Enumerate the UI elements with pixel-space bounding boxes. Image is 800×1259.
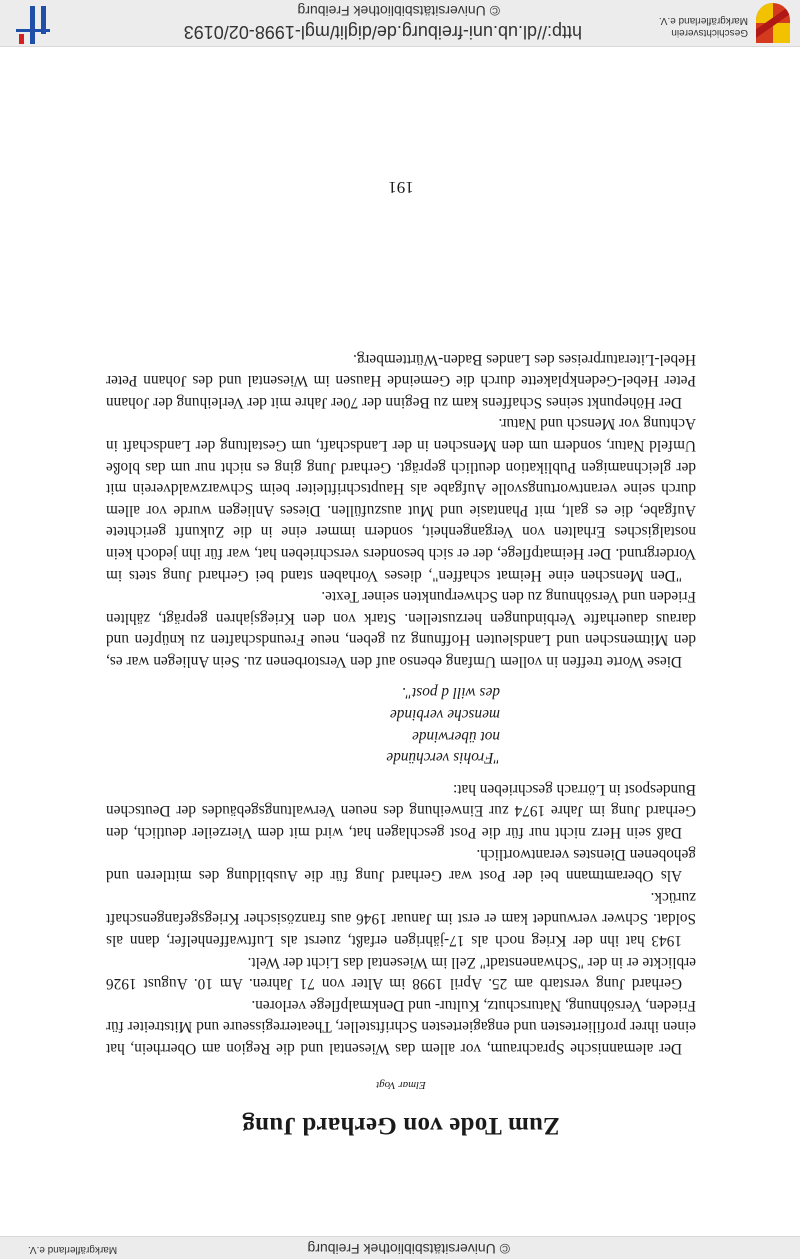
paragraph: "Den Menschen eine Heimat schaffen", dieses Vorhaben stand bei Gerhard Jung stets im Vordergrund. Der Heimatpflege, der er sich besonders verschrieben hat, war für ihn jedoch kein nostalgisches Erhalten von Vergangenheit, sondern immer eine in die Zukunft gerichtete Aufgabe, die es galt, mit Phantasie und Mut auszufüllen. Dieses Anliegen wurde vor allem durch seine verantwortungsvolle Aufgabe als Hauptschriftleiter beim Schwarzwaldverein mit der gleichnamigen Publikation deutlich geprägt. Gerhard Jung ging es nicht nur um das bloße Umfeld Natur, sondern um den Menschen in der Landschaft, um Gestaltung der Landschaft in Achtung vor Mensch und Natur. — [106, 415, 696, 584]
article-title: Zum Tode von Gerhard Jung — [242, 1112, 560, 1139]
society-line-2: Markgräflerland e.V. — [658, 15, 748, 26]
paragraph: Als Oberamtmann bei der Post war Gerhard Jung für die Ausbildung des mittleren und gehobenen Dienstes verantwortlich. — [106, 845, 696, 885]
library-logo-icon — [12, 0, 52, 46]
paragraph: 1943 hat ihn der Krieg noch als 17-jährigen erfaßt, zuerst als Luftwaffenhelfer, dann als Soldat. Schwer verwundet kam er erst im Januar 1946 aus französischer Kriegsgefangenschaft zurück. — [106, 888, 696, 950]
paragraph: Gerhard Jung verstarb am 25. April 1998 im Alter von 71 Jahren. Am 10. August 1926 erblickte er in der "Schwanenstadt" Zell im Wiesental das Licht der Welt. — [106, 953, 696, 993]
paragraph: Daß sein Herz nicht nur für die Post geschlagen hat, wird mit dem Vierzeiler deutlich, den Gerhard Jung im Jahre 1974 zur Einweihung des neuen Verwaltungsgebäudes der Deutschen Bundespost in Lörrach geschrieben hat: — [106, 780, 696, 842]
source-url[interactable]: http://dl.ub.uni-freiburg.de/diglit/mgl-1998-02/0193 — [183, 22, 582, 42]
paragraph: Diese Worte treffen in vollem Umfang ebenso auf den Verstorbenen zu. Sein Anliegen war es, den Mitmenschen und Landsleuten Hoffnung zu geben, neue Freundschaften zu knüpfen und daraus dauerhafte Verbindungen herzustellen. Stark von den Kriegsjahren geprägt, zählten Frieden und Versöhnung zu den Schwerpunkten seiner Texte. — [106, 588, 696, 670]
coat-of-arms-icon — [756, 3, 790, 43]
paragraph: Der Höhepunkt seines Schaffens kam zu Beginn der 70er Jahre mit der Verleihung der Johann Peter Hebel-Gedenkplakette durch die Gemeinde Hausen im Wiesental und des Johann Peter Hebel-Literaturpreises des Landes Baden-Württemberg. — [106, 350, 696, 411]
poem-line: not überwinde — [412, 727, 500, 745]
poem-line: des will d post". — [401, 684, 500, 702]
poem-line: mensche verbinde — [389, 706, 500, 724]
footer-copyright: © Universitätsbibliothek Freiburg — [307, 1241, 510, 1257]
footer-bar — [0, 1236, 800, 1259]
poem — [106, 682, 500, 768]
footer-society: Markgräflerland e.V. — [28, 1244, 118, 1255]
page-number: 191 — [388, 178, 414, 197]
paragraph: Der alemannische Sprachraum, vor allem das Wiesental und die Region am Oberrhein, hat einen ihrer profiliertesten und engagiertesten Schriftsteller, Theaterregisseure und Mitstreiter für Frieden, Versöhnung, Naturschutz, Kultur- und Denkmalpflege verloren. — [106, 996, 696, 1057]
header-bar — [0, 0, 800, 47]
poem-line: "Frohis verchünde — [386, 749, 500, 767]
document-page — [106, 348, 696, 1139]
article-author: Elmar Vogt — [376, 1079, 426, 1091]
header-copyright: © Universitätsbibliothek Freiburg — [297, 3, 500, 19]
society-line-1: Geschichtsverein — [671, 27, 748, 38]
